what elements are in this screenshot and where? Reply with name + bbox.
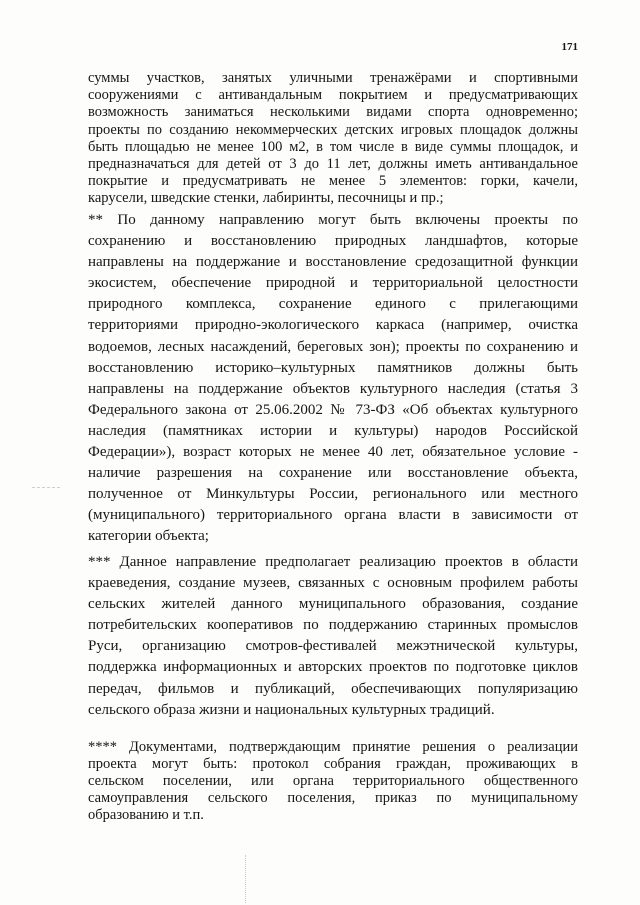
text-line: **** Документами, подтверждающим принятие решения о реализации <box>88 739 578 755</box>
text-line: полученное от Минкультуры России, регионального или местного <box>88 486 578 503</box>
text-line: проекта могут быть: протокол собрания граждан, проживающих в <box>88 756 578 772</box>
text-line: поддержка информационных и авторских проектов по подготовке циклов <box>88 659 578 676</box>
text-line: карусели, шведские стенки, лабиринты, песочницы и пр.; <box>88 190 444 207</box>
text-line: проекты по созданию некоммерческих детских игровых площадок должны <box>88 121 578 138</box>
scan-artifact <box>245 855 246 903</box>
text-line: природного комплекса, сохранение единого с прилегающими <box>88 296 578 313</box>
paragraph-sports-grounds <box>88 70 578 208</box>
scan-artifact <box>32 487 60 488</box>
footnote-triple-asterisk <box>88 552 578 721</box>
text-line: самоуправления сельского поселения, приказ по муниципальному <box>88 790 578 806</box>
footnote-double-asterisk <box>88 210 578 548</box>
page-number: 171 <box>561 41 578 53</box>
text-line: сельских жителей данного муниципального образования, создание <box>88 596 578 613</box>
text-line: наследия (памятниках истории и культуры) народов Российской <box>88 422 578 439</box>
text-line: быть площадью не менее 100 м2, в том числе в виде суммы площадок, и <box>88 138 578 155</box>
text-line: направлены на поддержание и восстановление средозащитной функции <box>88 254 578 271</box>
text-line: сооружениями с антивандальным покрытием и предусматривающих <box>88 87 578 104</box>
text-line: суммы участков, занятых уличными тренажёрами и спортивными <box>88 70 578 86</box>
text-line: сельском поселении, или органа территориального общественного <box>88 773 578 789</box>
text-line: водоемов, лесных насаждений, береговых зон); проекты по сохранению и <box>88 338 578 355</box>
text-line: восстановлению историко–культурных памятников должны быть <box>88 359 578 376</box>
text-line: Руси, организацию смотров-фестивалей межэтнической культуры, <box>88 638 578 655</box>
text-line: потребительских кооперативов по поддержанию старинных промыслов <box>88 617 578 634</box>
text-line: сохранению и восстановлению природных ландшафтов, которые <box>88 233 578 250</box>
text-line: (муниципального) территориального органа власти в зависимости от <box>88 507 578 524</box>
text-line: Федерального закона от 25.06.2002 № 73-ФЗ «Об объектах культурного <box>88 401 578 418</box>
text-line: Федерации»), возраст которых не менее 40 лет, обязательное условие - <box>88 444 578 461</box>
footnote-quadruple-asterisk <box>88 739 578 824</box>
text-line: *** Данное направление предполагает реализацию проектов в области <box>88 554 578 570</box>
text-line: сельского образа жизни и национальных культурных традиций. <box>88 701 495 718</box>
text-line: ** По данному направлению могут быть включены проекты по <box>88 212 578 228</box>
text-line: наличие разрешения на сохранение или восстановление объекта, <box>88 465 578 482</box>
text-line: покрытие и предусматривать не менее 5 элементов: горки, качели, <box>88 173 578 190</box>
text-line: образованию и т.п. <box>88 807 204 823</box>
text-line: направлены на поддержание объектов культурного наследия (статья 3 <box>88 380 578 397</box>
text-line: территориями природно-экологического каркаса (например, очистка <box>88 317 578 334</box>
text-line: краеведения, создание музеев, связанных с основным профилем работы <box>88 575 578 592</box>
text-line: категории объекта; <box>88 528 209 545</box>
text-line: возможность заниматься несколькими видами спорта одновременно; <box>88 104 578 121</box>
text-line: передач, фильмов и публикаций, обеспечивающих популяризацию <box>88 680 578 697</box>
text-line: предназначаться для детей от 3 до 11 лет, должны иметь антивандальное <box>88 156 578 173</box>
text-line: экосистем, обеспечение природной и территориальной целостности <box>88 275 578 292</box>
